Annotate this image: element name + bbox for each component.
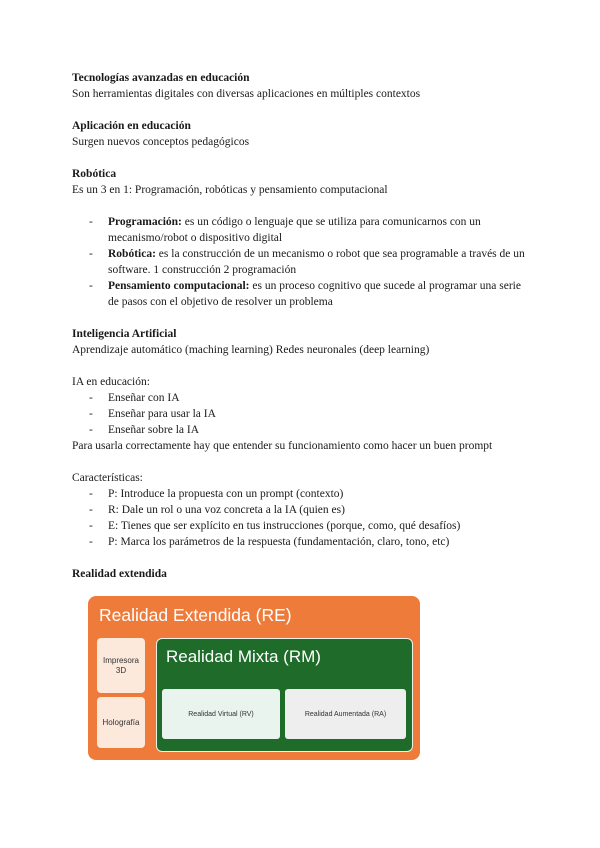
list-item: - R: Dale un rol o una voz concreta a la IA (quien es) — [89, 502, 532, 518]
realidad-aumentada-box: Realidad Aumentada (RA) — [285, 689, 406, 739]
term-label: Programación: — [108, 216, 182, 228]
term-text: es un código o lenguaje que se utiliza para comunicarnos con un mecanismo/robot o dispositivo digital — [108, 216, 481, 244]
label-caracteristicas: Características: — [72, 472, 143, 484]
term-text: es la construcción de un mecanismo o robot que sea programable a través de un software. 1 construcción 2 programación — [108, 248, 525, 276]
list-item: - E: Tienes que ser explícito en tus instrucciones (porque, como, qué desafíos) — [89, 518, 532, 534]
term-label: Robótica: — [108, 248, 156, 260]
list-item — [89, 278, 532, 310]
heading-ia: Inteligencia Artificial — [72, 328, 177, 340]
list-item: - Enseñar con IA — [89, 390, 532, 406]
realidad-mixta-box — [156, 638, 413, 752]
realidad-extendida-diagram — [88, 596, 420, 760]
text-ia-note: Para usarla correctamente hay que entender su funcionamiento como hacer un buen prompt — [72, 440, 493, 452]
robotica-list — [72, 214, 532, 310]
holografia-box: Holografía — [97, 697, 145, 748]
list-item — [89, 246, 532, 278]
text-robotica: Es un 3 en 1: Programación, robóticas y pensamiento computacional — [72, 184, 388, 196]
text-aplicacion: Surgen nuevos conceptos pedagógicos — [72, 136, 250, 148]
heading-robotica: Robótica — [72, 168, 117, 180]
re-title: Realidad Extendida (RE) — [99, 605, 292, 625]
term-label: Pensamiento computacional: — [108, 280, 250, 292]
list-item: - P: Introduce la propuesta con un prompt (contexto) — [89, 486, 532, 502]
text-tecnologias: Son herramientas digitales con diversas aplicaciones en múltiples contextos — [72, 88, 421, 100]
heading-tecnologias: Tecnologías avanzadas en educación — [72, 72, 250, 84]
heading-realidad: Realidad extendida — [72, 568, 167, 580]
document-body — [72, 70, 532, 582]
impresora-box: Impresora 3D — [97, 638, 145, 693]
list-item: - Enseñar sobre la IA — [89, 422, 532, 438]
rm-title: Realidad Mixta (RM) — [166, 647, 321, 666]
label-ia-educacion: IA en educación: — [72, 376, 150, 388]
heading-aplicacion: Aplicación en educación — [72, 120, 191, 132]
caracteristicas-list — [72, 486, 532, 550]
ia-educacion-list — [72, 390, 532, 438]
term-text: es un proceso cognitivo que sucede al programar una serie de pasos con el objetivo de resolver un problema — [108, 280, 521, 308]
list-item: - Enseñar para usar la IA — [89, 406, 532, 422]
list-item — [89, 214, 532, 246]
text-ia: Aprendizaje automático (maching learning) Redes neuronales (deep learning) — [72, 344, 430, 356]
realidad-virtual-box: Realidad Virtual (RV) — [162, 689, 280, 739]
list-item: - P: Marca los parámetros de la respuesta (fundamentación, claro, tono, etc) — [89, 534, 532, 550]
